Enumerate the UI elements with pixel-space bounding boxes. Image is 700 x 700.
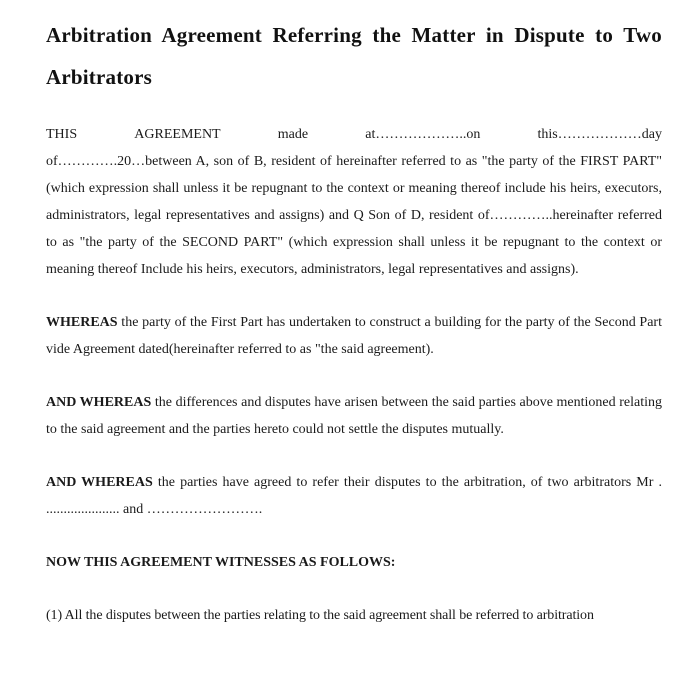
whereas-lead: AND WHEREAS: [46, 475, 153, 490]
intro-paragraph: [46, 121, 662, 283]
intro-word: at………………..on: [365, 127, 481, 142]
intro-first-line: [46, 121, 662, 148]
whereas-paragraph-2: [46, 389, 662, 443]
intro-word: this………………day: [537, 127, 662, 142]
intro-word: AGREEMENT: [134, 127, 221, 142]
document-title: Arbitration Agreement Referring the Matter in Dispute to Two Arbitrators: [46, 23, 662, 89]
whereas-text: the differences and disputes have arisen between the said parties above mentioned relating to the said agreement and the parties hereto could not settle the disputes mutually.: [46, 395, 663, 437]
whereas-paragraph-1: [46, 309, 662, 363]
witness-heading: NOW THIS AGREEMENT WITNESSES AS FOLLOWS:: [46, 555, 396, 570]
whereas-text: the parties have agreed to refer their disputes to the arbitration, of two arbitrators Mr . ..................... and …………………….: [46, 475, 663, 517]
whereas-paragraph-3: [46, 469, 662, 523]
whereas-lead: AND WHEREAS: [46, 395, 152, 410]
intro-text: of………….20…between A, son of B, resident of hereinafter referred to as "the party of the FIRST PART" (which expression shall unless it be repugnant to the context or meaning thereof include his heirs, executors, administrators, legal representatives and assigns) and Q Son of D, resident of…………..hereinafter referred to as "the party of the SECOND PART" (which expression shall unless it be repugnant to the context or meaning thereof Include his heirs, executors, administrators, legal representatives and assigns).: [46, 154, 662, 277]
intro-word: made: [277, 127, 309, 142]
document-page: [46, 14, 662, 629]
intro-word: THIS: [46, 127, 78, 142]
clause-1: (1) All the disputes between the parties relating to the said agreement shall be referred to arbitration: [46, 608, 594, 623]
whereas-lead: WHEREAS: [46, 315, 118, 330]
whereas-text: the party of the First Part has undertaken to construct a building for the party of the Second Part vide Agreement dated(hereinafter referred to as "the said agreement).: [46, 315, 662, 357]
